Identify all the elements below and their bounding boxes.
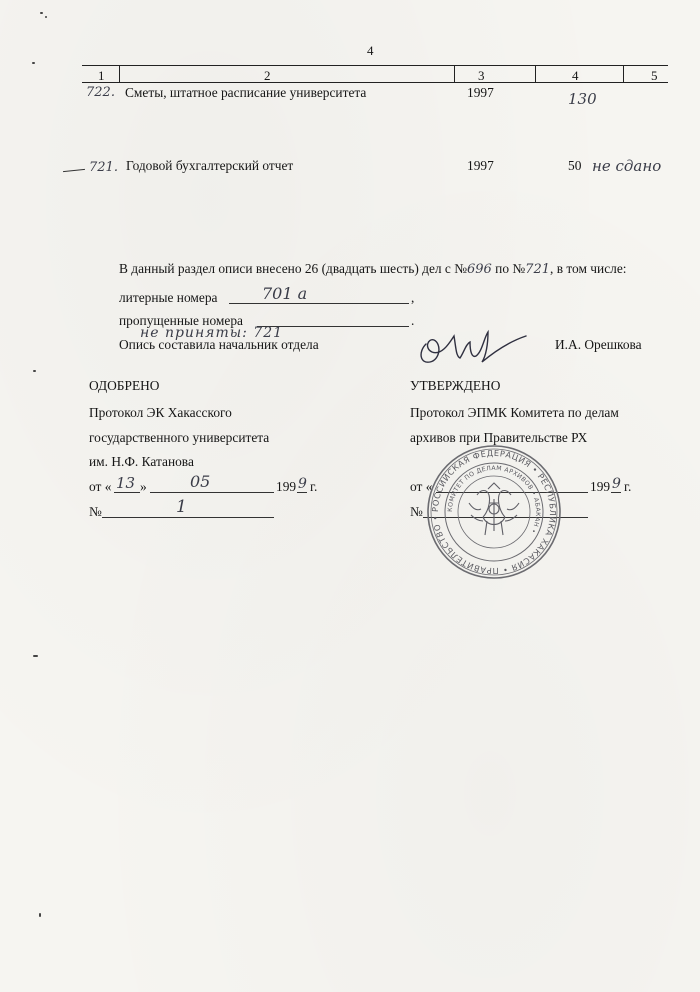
table-row-year: 1997 xyxy=(467,158,494,173)
approved-number: 1 xyxy=(176,497,187,517)
approved-date-prefix: от « xyxy=(89,479,112,494)
column-number: 3 xyxy=(478,68,485,83)
summary-prefix: В данный раздел описи внесено 26 (двадцать шесть) дел с № xyxy=(119,261,467,276)
approved-month: 05 xyxy=(190,472,211,491)
summary-to-number: 721 xyxy=(525,262,550,277)
table-row-title: Годовой бухгалтерский отчет xyxy=(126,158,294,173)
column-number: 4 xyxy=(572,68,579,83)
table-col-divider xyxy=(623,65,624,82)
compiled-by-label: Опись составила начальник отдела xyxy=(119,337,319,352)
column-number: 2 xyxy=(264,68,271,83)
confirmed-number-prefix: № xyxy=(410,504,423,519)
official-stamp-seal xyxy=(425,443,563,581)
table-col-divider xyxy=(535,65,536,82)
summary-line xyxy=(119,262,627,276)
column-number: 5 xyxy=(651,68,658,83)
approved-line-2: государственного университета xyxy=(89,430,270,445)
letter-numbers-end: , xyxy=(411,290,415,305)
approved-year-prefix: 199 xyxy=(276,479,297,494)
approved-line-3: им. Н.Ф. Катанова xyxy=(89,454,194,469)
missing-numbers-value: не приняты: 721 xyxy=(140,325,284,341)
confirmed-year-underline xyxy=(611,492,621,493)
scan-speck xyxy=(40,12,43,14)
table-row-count: 130 xyxy=(568,90,597,108)
table-row-title: Сметы, штатное расписание университета xyxy=(125,85,367,100)
approved-year-underline xyxy=(297,492,307,493)
approved-year-digit: 9 xyxy=(298,476,307,492)
approved-date-mid: » xyxy=(140,479,147,494)
table-row-number: 721. xyxy=(89,160,118,175)
approved-number-prefix: № xyxy=(89,504,102,519)
scan-speck xyxy=(33,370,36,372)
signature-image xyxy=(412,322,530,370)
approved-year-suffix: г. xyxy=(310,479,318,494)
summary-suffix: , в том числе: xyxy=(550,261,627,276)
confirmed-line-2: архивов при Правительстве РХ xyxy=(410,430,588,445)
scan-speck xyxy=(33,655,38,657)
confirmed-date-prefix: от « xyxy=(410,479,433,494)
table-row-count: 50 xyxy=(568,158,582,173)
table-row-note: не сдано xyxy=(592,157,662,175)
confirmed-year-suffix: г. xyxy=(624,479,632,494)
scan-speck xyxy=(45,16,47,18)
approved-day: 13 xyxy=(116,474,136,492)
stamp-inner-text: КОМИТЕТ ПО ДЕЛАМ АРХИВОВ • АБАКАН • xyxy=(446,464,542,535)
confirmed-year-digit: 9 xyxy=(612,476,621,492)
compiled-by-name: И.А. Орешкова xyxy=(555,337,642,352)
approved-heading: ОДОБРЕНО xyxy=(89,378,160,393)
table-header-rule xyxy=(82,82,668,83)
confirmed-line-1: Протокол ЭПМК Комитета по делам xyxy=(410,405,619,420)
double-eagle-emblem xyxy=(469,483,519,535)
confirmed-year-prefix: 199 xyxy=(590,479,611,494)
table-col-divider xyxy=(454,65,455,82)
column-number: 1 xyxy=(98,68,105,83)
table-row-number: 722. xyxy=(86,85,115,100)
summary-middle: по № xyxy=(491,261,526,276)
approved-line-1: Протокол ЭК Хакасского xyxy=(89,405,232,420)
missing-numbers-end: . xyxy=(411,313,415,328)
table-col-divider xyxy=(119,65,120,82)
approved-day-underline xyxy=(114,492,140,493)
table-row-year: 1997 xyxy=(467,85,494,100)
stamp-outer-text: РОССИЙСКАЯ ФЕДЕРАЦИЯ • РЕСПУБЛИКА ХАКАСИЯ • ПРАВИТЕЛЬСТВО • xyxy=(429,447,559,577)
scan-speck xyxy=(39,913,41,917)
letter-numbers-underline xyxy=(229,303,409,304)
margin-dash-mark xyxy=(63,169,85,172)
approved-month-underline xyxy=(150,492,274,493)
table-top-rule xyxy=(82,65,668,66)
scan-speck xyxy=(32,62,35,64)
page-number: 4 xyxy=(367,43,374,58)
approved-number-underline xyxy=(102,517,274,518)
confirmed-heading: УТВЕРЖДЕНО xyxy=(410,378,501,393)
letter-numbers-label: литерные номера xyxy=(119,290,218,305)
letter-numbers-value: 701 а xyxy=(262,284,308,303)
missing-numbers-label: пропущенные номера xyxy=(119,313,243,328)
summary-from-number: 696 xyxy=(467,262,492,277)
